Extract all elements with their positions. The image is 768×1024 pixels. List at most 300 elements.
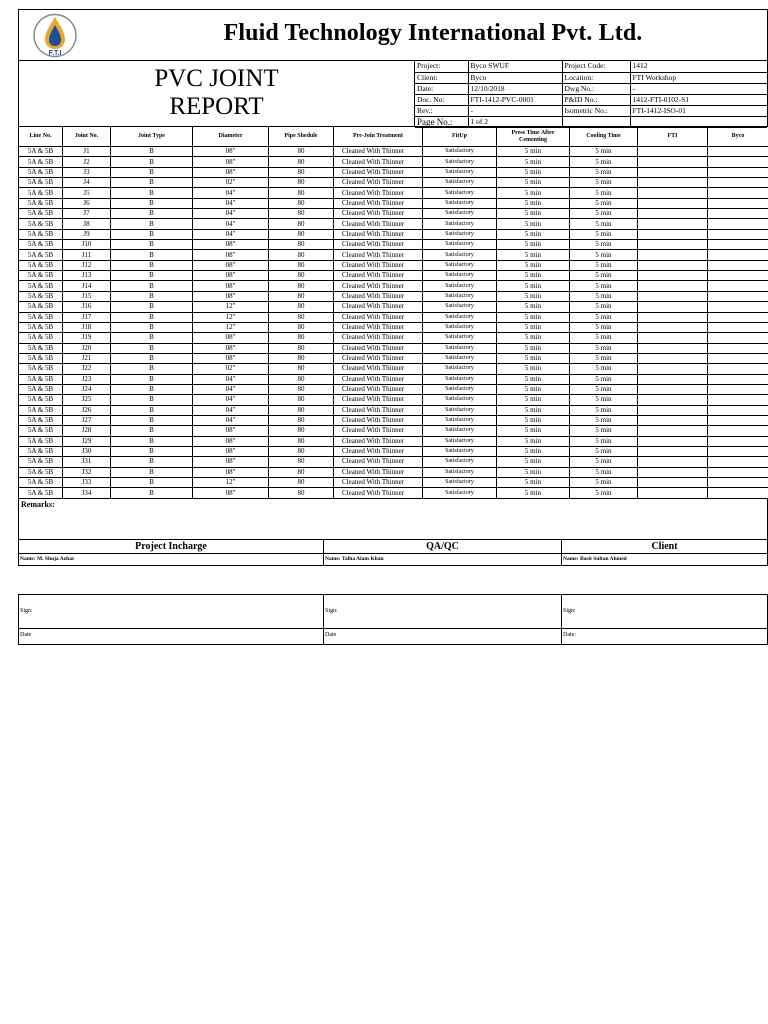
table-cell: 5A & 5B [19, 271, 63, 281]
table-cell: Satisfactory [423, 426, 497, 436]
table-cell: J10 [63, 240, 111, 250]
table-cell: Cleaned With Thinner [334, 178, 423, 188]
column-header: Byco [708, 127, 768, 147]
table-cell: 5 min [570, 198, 638, 208]
meta-value-right: FTI-1412-ISO-01 [630, 105, 767, 116]
table-cell: 5A & 5B [19, 333, 63, 343]
table-cell: B [111, 353, 193, 363]
table-cell: 5 min [570, 446, 638, 456]
remarks-label: Remarks: [21, 499, 55, 509]
sign-qaqc: Sign: [324, 595, 562, 628]
table-cell: B [111, 488, 193, 498]
table-cell: B [111, 219, 193, 229]
table-cell: 5 min [570, 260, 638, 270]
table-cell: 80 [269, 312, 334, 322]
table-cell: 5A & 5B [19, 312, 63, 322]
table-cell: Satisfactory [423, 198, 497, 208]
table-cell [708, 281, 768, 291]
table-cell: 5 min [570, 384, 638, 394]
table-cell [638, 312, 708, 322]
signoff-header [18, 540, 768, 554]
table-cell: 5A & 5B [19, 281, 63, 291]
table-cell: 80 [269, 457, 334, 467]
table-cell: B [111, 291, 193, 301]
meta-value-right: FTI Workshop [630, 72, 767, 83]
table-cell: 08" [193, 426, 269, 436]
table-cell: 5 min [570, 374, 638, 384]
table-cell [638, 353, 708, 363]
table-cell: 5A & 5B [19, 209, 63, 219]
table-row [19, 188, 768, 198]
table-cell: B [111, 333, 193, 343]
table-cell [638, 415, 708, 425]
table-cell: J30 [63, 446, 111, 456]
table-cell: J4 [63, 178, 111, 188]
table-row [19, 436, 768, 446]
column-header: Joint Type [111, 127, 193, 147]
table-cell: 5A & 5B [19, 405, 63, 415]
table-cell [638, 426, 708, 436]
meta-label-right: P&ID No.: [562, 94, 630, 105]
table-cell: 02" [193, 364, 269, 374]
table-cell: 08" [193, 281, 269, 291]
table-cell: 5A & 5B [19, 188, 63, 198]
table-cell: 5A & 5B [19, 353, 63, 363]
table-cell [708, 446, 768, 456]
meta-row [415, 94, 767, 105]
table-cell: 5 min [497, 353, 570, 363]
table-cell: 5A & 5B [19, 384, 63, 394]
table-cell: 5A & 5B [19, 198, 63, 208]
table-cell: J34 [63, 488, 111, 498]
table-cell: Satisfactory [423, 157, 497, 167]
table-cell: J11 [63, 250, 111, 260]
table-cell: 80 [269, 209, 334, 219]
table-cell: 5 min [497, 446, 570, 456]
table-cell [708, 395, 768, 405]
table-cell [638, 374, 708, 384]
table-cell: 80 [269, 364, 334, 374]
table-cell: J8 [63, 219, 111, 229]
table-cell: 5 min [497, 478, 570, 488]
table-cell: 5 min [570, 467, 638, 477]
sign-block [18, 594, 768, 645]
table-cell: B [111, 467, 193, 477]
table-cell [638, 229, 708, 239]
table-cell: Satisfactory [423, 147, 497, 157]
table-row [19, 157, 768, 167]
table-cell: 5 min [570, 147, 638, 157]
table-cell [708, 147, 768, 157]
table-cell: 80 [269, 291, 334, 301]
date-qaqc: Date [324, 629, 562, 644]
table-cell: Cleaned With Thinner [334, 229, 423, 239]
table-row [19, 374, 768, 384]
table-cell: Cleaned With Thinner [334, 415, 423, 425]
table-cell: Cleaned With Thinner [334, 209, 423, 219]
table-cell: 5 min [497, 415, 570, 425]
table-cell: J28 [63, 426, 111, 436]
sign-row [19, 595, 767, 629]
table-cell: 5 min [497, 291, 570, 301]
table-cell: 5 min [570, 271, 638, 281]
table-cell: 5 min [497, 219, 570, 229]
table-cell: J29 [63, 436, 111, 446]
table-row [19, 198, 768, 208]
table-cell: 5 min [497, 312, 570, 322]
table-cell: B [111, 198, 193, 208]
table-cell: Satisfactory [423, 467, 497, 477]
table-cell [638, 167, 708, 177]
table-cell: Cleaned With Thinner [334, 281, 423, 291]
table-cell: Satisfactory [423, 395, 497, 405]
table-cell: Cleaned With Thinner [334, 250, 423, 260]
table-cell: 80 [269, 436, 334, 446]
meta-label-right: Location: [562, 72, 630, 83]
table-cell: 5 min [497, 147, 570, 157]
table-row [19, 281, 768, 291]
table-cell: 80 [269, 343, 334, 353]
table-cell: Satisfactory [423, 384, 497, 394]
table-cell: 08" [193, 343, 269, 353]
table-cell: 5 min [570, 488, 638, 498]
table-cell: Cleaned With Thinner [334, 167, 423, 177]
table-cell: 08" [193, 157, 269, 167]
table-cell: 5 min [497, 333, 570, 343]
table-cell: J18 [63, 322, 111, 332]
table-row [19, 147, 768, 157]
table-cell [708, 322, 768, 332]
table-cell: Cleaned With Thinner [334, 395, 423, 405]
table-cell [708, 188, 768, 198]
table-row [19, 271, 768, 281]
table-cell: 5 min [570, 240, 638, 250]
signoff-names [18, 554, 768, 566]
table-cell: Satisfactory [423, 364, 497, 374]
table-row [19, 322, 768, 332]
column-header: Pre-Join Treatment [334, 127, 423, 147]
table-cell: 5 min [570, 364, 638, 374]
table-cell: Cleaned With Thinner [334, 384, 423, 394]
table-row [19, 467, 768, 477]
table-cell [638, 271, 708, 281]
table-cell: B [111, 415, 193, 425]
table-cell [708, 240, 768, 250]
table-cell: 80 [269, 478, 334, 488]
table-cell: Cleaned With Thinner [334, 405, 423, 415]
table-cell: 12" [193, 302, 269, 312]
table-cell: J14 [63, 281, 111, 291]
table-cell: 04" [193, 384, 269, 394]
table-cell [638, 364, 708, 374]
table-cell: Satisfactory [423, 405, 497, 415]
table-cell: Satisfactory [423, 302, 497, 312]
table-cell: Cleaned With Thinner [334, 147, 423, 157]
table-cell: 80 [269, 188, 334, 198]
table-cell [708, 467, 768, 477]
table-cell [708, 271, 768, 281]
table-cell: 5 min [497, 488, 570, 498]
table-cell: Cleaned With Thinner [334, 219, 423, 229]
table-cell: 5 min [497, 343, 570, 353]
table-cell: J12 [63, 260, 111, 270]
fti-logo-icon [31, 13, 79, 58]
table-cell: Satisfactory [423, 250, 497, 260]
table-cell: 80 [269, 353, 334, 363]
table-row [19, 302, 768, 312]
table-cell: B [111, 229, 193, 239]
table-cell: 5A & 5B [19, 178, 63, 188]
table-cell [708, 343, 768, 353]
table-cell [638, 457, 708, 467]
table-cell: 80 [269, 467, 334, 477]
table-cell [708, 250, 768, 260]
meta-value-right: 1412 [630, 61, 767, 72]
table-cell: 04" [193, 405, 269, 415]
table-cell: Cleaned With Thinner [334, 271, 423, 281]
table-cell: J1 [63, 147, 111, 157]
column-header: Cooling Time [570, 127, 638, 147]
table-cell: Satisfactory [423, 322, 497, 332]
table-row [19, 312, 768, 322]
table-cell: 5 min [570, 478, 638, 488]
table-cell [638, 250, 708, 260]
meta-row [415, 72, 767, 83]
table-cell [708, 426, 768, 436]
table-cell: Cleaned With Thinner [334, 312, 423, 322]
table-cell: B [111, 312, 193, 322]
table-cell: 5 min [570, 250, 638, 260]
table-cell: 02" [193, 178, 269, 188]
table-cell [638, 478, 708, 488]
meta-label-right: Dwg No.: [562, 83, 630, 94]
table-cell: Satisfactory [423, 209, 497, 219]
table-cell: J19 [63, 333, 111, 343]
table-cell [708, 384, 768, 394]
table-cell: Satisfactory [423, 446, 497, 456]
table-cell: 04" [193, 219, 269, 229]
table-cell: 5A & 5B [19, 322, 63, 332]
table-cell [638, 333, 708, 343]
meta-value-right: - [630, 83, 767, 94]
table-cell [708, 478, 768, 488]
column-header: Line No. [19, 127, 63, 147]
table-cell: 08" [193, 333, 269, 343]
table-cell: Satisfactory [423, 333, 497, 343]
table-cell [638, 322, 708, 332]
table-cell: J22 [63, 364, 111, 374]
qaqc-name: Name: Talha Alam Khan [324, 554, 562, 565]
table-cell [638, 395, 708, 405]
meta-label: Project: [415, 61, 468, 72]
meta-row [415, 105, 767, 116]
table-cell: Satisfactory [423, 281, 497, 291]
table-cell: 80 [269, 415, 334, 425]
table-cell: Satisfactory [423, 167, 497, 177]
table-cell [708, 219, 768, 229]
table-row [19, 250, 768, 260]
meta-label: Client: [415, 72, 468, 83]
meta-value: - [468, 105, 562, 116]
table-cell: Cleaned With Thinner [334, 322, 423, 332]
meta-label: Date: [415, 83, 468, 94]
table-cell: 80 [269, 229, 334, 239]
table-cell: 08" [193, 271, 269, 281]
sign-incharge: Sign: [19, 595, 324, 628]
table-cell [708, 157, 768, 167]
remarks-box [18, 499, 768, 540]
report-title-line1: PVC JOINT [154, 65, 279, 92]
table-cell [708, 167, 768, 177]
table-cell: 80 [269, 219, 334, 229]
table-cell: 5 min [497, 198, 570, 208]
table-cell: 08" [193, 467, 269, 477]
table-cell: B [111, 374, 193, 384]
meta-value-right: 1412-FTI-0102-S1 [630, 94, 767, 105]
table-cell [708, 291, 768, 301]
table-cell [708, 364, 768, 374]
table-cell: Cleaned With Thinner [334, 426, 423, 436]
table-cell [638, 198, 708, 208]
table-cell [638, 405, 708, 415]
qaqc-label: QA/QC [324, 540, 562, 553]
table-cell: Satisfactory [423, 353, 497, 363]
meta-label-right: Isometric No.: [562, 105, 630, 116]
table-cell: B [111, 478, 193, 488]
table-cell: 80 [269, 446, 334, 456]
table-cell: B [111, 178, 193, 188]
table-row [19, 446, 768, 456]
table-cell: B [111, 260, 193, 270]
table-cell: 5A & 5B [19, 157, 63, 167]
table-cell: B [111, 188, 193, 198]
table-cell: J9 [63, 229, 111, 239]
meta-label: Rev.: [415, 105, 468, 116]
table-cell: 5 min [497, 209, 570, 219]
table-cell: B [111, 384, 193, 394]
table-cell [708, 229, 768, 239]
date-client: Date: [563, 632, 576, 638]
table-cell: 80 [269, 322, 334, 332]
table-cell: 5 min [497, 384, 570, 394]
table-cell: 5A & 5B [19, 240, 63, 250]
table-cell: 80 [269, 374, 334, 384]
table-cell: 5A & 5B [19, 395, 63, 405]
meta-label-right: Project Code: [562, 61, 630, 72]
table-row [19, 260, 768, 270]
table-cell: 5 min [570, 229, 638, 239]
table-cell [638, 467, 708, 477]
table-cell: J17 [63, 312, 111, 322]
table-cell: 5 min [570, 436, 638, 446]
table-cell: 5A & 5B [19, 260, 63, 270]
table-row [19, 395, 768, 405]
client-name: Name: Basit Sultan Ahmed [563, 555, 627, 562]
table-cell: J27 [63, 415, 111, 425]
table-cell: Satisfactory [423, 271, 497, 281]
date-incharge: Date [19, 629, 324, 644]
table-cell: 08" [193, 446, 269, 456]
table-cell: Cleaned With Thinner [334, 364, 423, 374]
date-row [19, 629, 767, 644]
table-cell: 5 min [497, 281, 570, 291]
table-cell: 5 min [570, 395, 638, 405]
table-row [19, 333, 768, 343]
table-cell: 5A & 5B [19, 291, 63, 301]
table-cell: 08" [193, 436, 269, 446]
table-cell: J20 [63, 343, 111, 353]
meta-label: Doc. No: [415, 94, 468, 105]
table-cell [638, 157, 708, 167]
table-cell: 08" [193, 250, 269, 260]
table-cell: 5 min [570, 209, 638, 219]
table-cell: 5 min [497, 240, 570, 250]
column-header: FitUp [423, 127, 497, 147]
table-cell: 80 [269, 147, 334, 157]
table-cell: 5A & 5B [19, 415, 63, 425]
table-cell: 80 [269, 178, 334, 188]
meta-label-right [562, 116, 630, 127]
column-header: Diameter [193, 127, 269, 147]
table-cell: 5 min [497, 260, 570, 270]
table-cell: B [111, 209, 193, 219]
table-cell: J2 [63, 157, 111, 167]
table-cell: 80 [269, 281, 334, 291]
table-cell [708, 353, 768, 363]
table-cell: 5 min [570, 426, 638, 436]
joints-table [18, 126, 768, 499]
table-cell [708, 209, 768, 219]
table-cell: Cleaned With Thinner [334, 343, 423, 353]
table-cell: 5A & 5B [19, 343, 63, 353]
table-row [19, 343, 768, 353]
table-cell [708, 488, 768, 498]
table-cell: Satisfactory [423, 478, 497, 488]
table-cell: 80 [269, 384, 334, 394]
table-cell: Satisfactory [423, 457, 497, 467]
table-cell: B [111, 395, 193, 405]
table-cell: 5A & 5B [19, 478, 63, 488]
table-cell: 80 [269, 488, 334, 498]
table-cell: 80 [269, 167, 334, 177]
table-cell: 08" [193, 291, 269, 301]
table-cell: 08" [193, 353, 269, 363]
table-cell: 80 [269, 198, 334, 208]
column-header: Pipe Shedule [269, 127, 334, 147]
table-cell: 5A & 5B [19, 147, 63, 157]
table-cell: J6 [63, 198, 111, 208]
table-cell: 5A & 5B [19, 219, 63, 229]
client-label: Client [651, 540, 678, 552]
table-cell: Cleaned With Thinner [334, 302, 423, 312]
meta-value: Byco SWUF [468, 61, 562, 72]
table-cell [708, 198, 768, 208]
table-cell: 5 min [497, 167, 570, 177]
table-row [19, 229, 768, 239]
table-cell: Satisfactory [423, 312, 497, 322]
table-cell: 5 min [497, 426, 570, 436]
table-cell: 80 [269, 405, 334, 415]
table-cell: 5 min [570, 457, 638, 467]
table-cell: 5 min [570, 405, 638, 415]
table-cell: B [111, 436, 193, 446]
meta-value: Byco [468, 72, 562, 83]
report-sheet [18, 9, 768, 566]
table-cell: 5A & 5B [19, 426, 63, 436]
table-cell [708, 312, 768, 322]
table-row [19, 219, 768, 229]
table-cell: 80 [269, 240, 334, 250]
